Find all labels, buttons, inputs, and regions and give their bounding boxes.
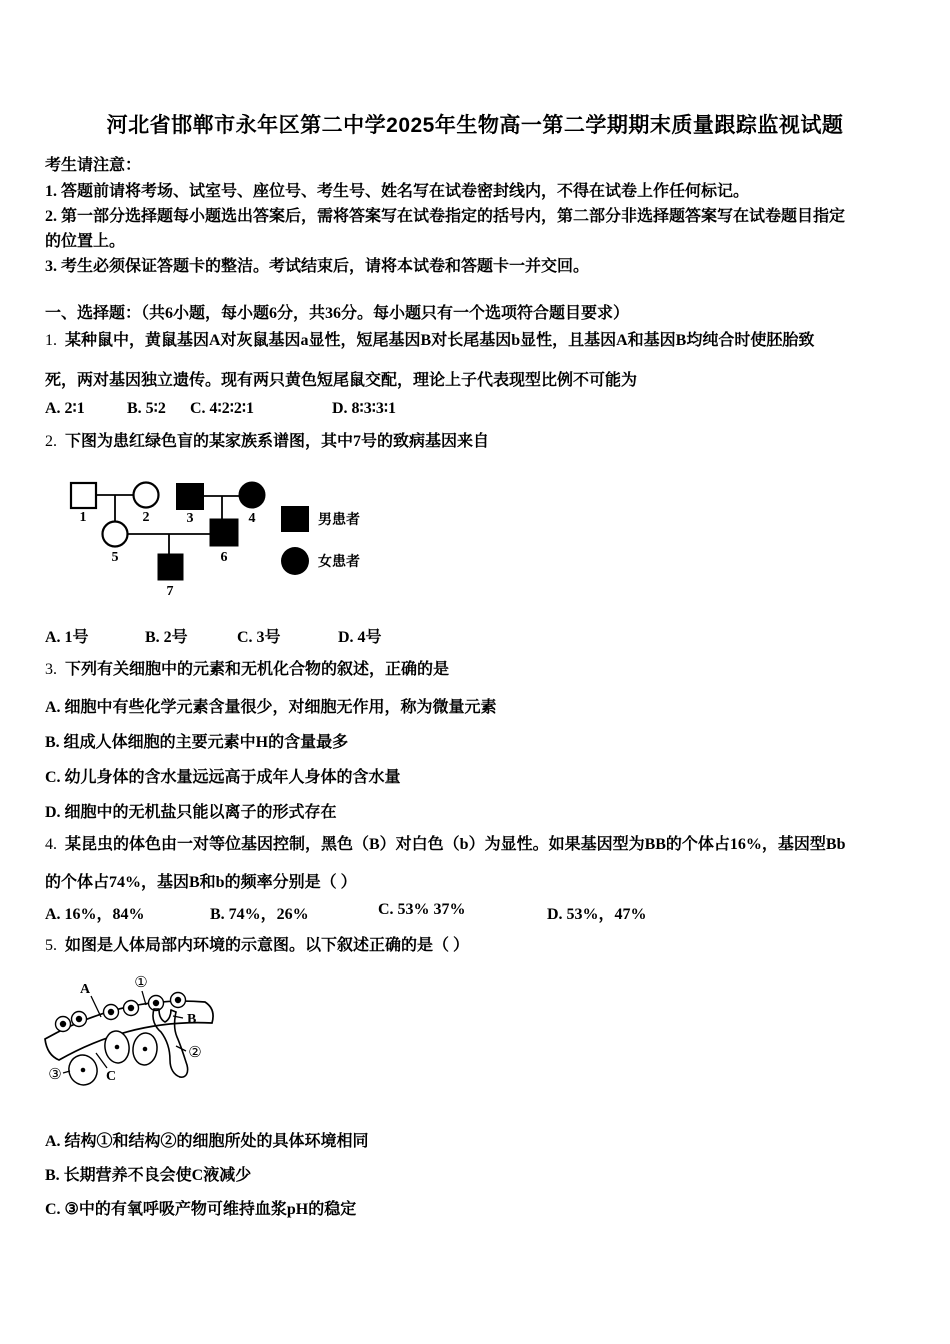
notice-line-3: 的位置上。: [45, 233, 126, 250]
q5-option-c: C. ③中的有氧呼吸产物可维持血浆pH的稳定: [45, 1201, 357, 1218]
q1-option-b: B. 5∶2: [127, 400, 166, 417]
pedigree-figure: [58, 477, 403, 607]
q5-number: 5.: [45, 937, 57, 954]
q5-stem: [45, 932, 914, 955]
svg-text:5: 5: [111, 550, 119, 565]
svg-text:女患者: 女患者: [318, 555, 360, 570]
q4-number: 4.: [45, 836, 57, 853]
q2-option-c: C. 3号: [237, 629, 281, 646]
notice-line-2: 2. 第一部分选择题每小题选出答案后，需将答案写在试卷指定的括号内，第二部分非选择题答案写在试卷题目指定: [45, 208, 846, 225]
pedigree-individual-4: [239, 482, 265, 526]
q1-option-a: A. 2∶1: [45, 400, 85, 417]
notice-line-1: 1. 答题前请将考场、试室号、座位号、考生号、姓名写在试卷密封线内，不得在试卷上作任何标记。: [45, 183, 750, 200]
pedigree-individual-2: [134, 483, 159, 526]
q2-option-a: A. 1号: [45, 629, 89, 646]
q1-stem-line-1: [45, 327, 914, 350]
svg-text:4: 4: [248, 511, 256, 526]
q2-stem: [45, 428, 914, 451]
q2-stem-text: 下图为患红绿色盲的某家族系谱图，其中7号的致病基因来自: [65, 433, 490, 450]
q4-stem-line-1: [45, 831, 914, 854]
q4-option-b: B. 74%，26%: [210, 906, 309, 923]
svg-text:2: 2: [142, 510, 150, 525]
q1-stem-text-1: 某种鼠中，黄鼠基因A对灰鼠基因a显性，短尾基因B对长尾基因b显性，且基因A和基因B均纯合时使胚胎致: [65, 332, 815, 349]
pedigree-individual-5: [103, 522, 128, 566]
q1-option-c: C. 4∶2∶2∶1: [190, 400, 255, 417]
q2-number: 2.: [45, 433, 57, 450]
svg-text:6: 6: [220, 550, 228, 565]
q4-options: [45, 901, 914, 923]
pedigree-individual-6: [210, 519, 238, 565]
q4-option-a: A. 16%，84%: [45, 906, 145, 923]
q1-options: [45, 398, 914, 420]
q4-option-c: C. 53% 37%: [378, 901, 466, 918]
filled-square-icon: [281, 506, 309, 532]
section1-header: 一、选择题：（共6小题，每小题6分，共36分。每小题只有一个选项符合题目要求）: [45, 305, 630, 322]
label-C: C: [105, 1069, 117, 1084]
label-circle-2: ②: [188, 1043, 202, 1061]
q3-option-a: A. 细胞中有些化学元素含量很少，对细胞无作用，称为微量元素: [45, 699, 497, 716]
notice-heading: 考生请注意：: [45, 157, 142, 174]
pedigree-individual-7: [158, 554, 183, 599]
q3-option-d: D. 细胞中的无机盐只能以离子的形式存在: [45, 804, 337, 821]
q2-option-d: D. 4号: [338, 629, 382, 646]
svg-text:男患者: 男患者: [318, 513, 360, 528]
label-circle-3: ③: [48, 1065, 62, 1083]
svg-text:7: 7: [166, 584, 174, 599]
q3-number: 3.: [45, 661, 57, 678]
pedigree-legend-female: [281, 547, 360, 575]
q4-stem-line-2: 的个体占74%，基因B和b的频率分别是（ ）: [45, 874, 357, 891]
pedigree-legend-male: [281, 506, 360, 532]
q5-stem-text: 如图是人体局部内环境的示意图。以下叙述正确的是（ ）: [65, 937, 470, 954]
q3-stem-text: 下列有关细胞中的元素和无机化合物的叙述，正确的是: [65, 661, 450, 678]
q2-options: [45, 624, 914, 646]
q4-stem-text-1: 某昆虫的体色由一对等位基因控制，黑色（B）对白色（b）为显性。如果基因型为BB的个体占16%，基因型Bb: [65, 836, 846, 853]
label-circle-1: ①: [134, 973, 148, 991]
label-B: B: [187, 1012, 197, 1027]
q1-option-d: D. 8∶3∶3∶1: [332, 400, 397, 417]
q5-option-b: B. 长期营养不良会使C液减少: [45, 1167, 252, 1184]
q5-option-a: A. 结构①和结构②的细胞所处的具体环境相同: [45, 1133, 369, 1150]
q1-number: 1.: [45, 332, 57, 349]
pedigree-individual-3: [177, 484, 203, 526]
notice-line-4: 3. 考生必须保证答题卡的整洁。考试结束后，请将本试卷和答题卡一并交回。: [45, 258, 590, 275]
q3-option-b: B. 组成人体细胞的主要元素中H的含量最多: [45, 734, 349, 751]
page-title: 河北省邯郸市永年区第二中学2025年生物高一第二学期期末质量跟踪监视试题: [106, 114, 844, 137]
label-A: A: [79, 982, 91, 997]
pedigree-individual-1: [71, 483, 96, 525]
internal-environment-figure: [35, 967, 265, 1092]
q1-stem-line-2: 死，两对基因独立遗传。现有两只黄色短尾鼠交配，理论上子代表现型比例不可能为: [45, 372, 638, 389]
svg-text:1: 1: [79, 510, 87, 525]
q4-option-d: D. 53%，47%: [547, 906, 647, 923]
q3-option-c: C. 幼儿身体的含水量远远高于成年人身体的含水量: [45, 769, 401, 786]
q3-stem: [45, 656, 914, 679]
filled-circle-icon: [281, 547, 309, 575]
q2-option-b: B. 2号: [145, 629, 188, 646]
svg-text:3: 3: [186, 511, 194, 526]
